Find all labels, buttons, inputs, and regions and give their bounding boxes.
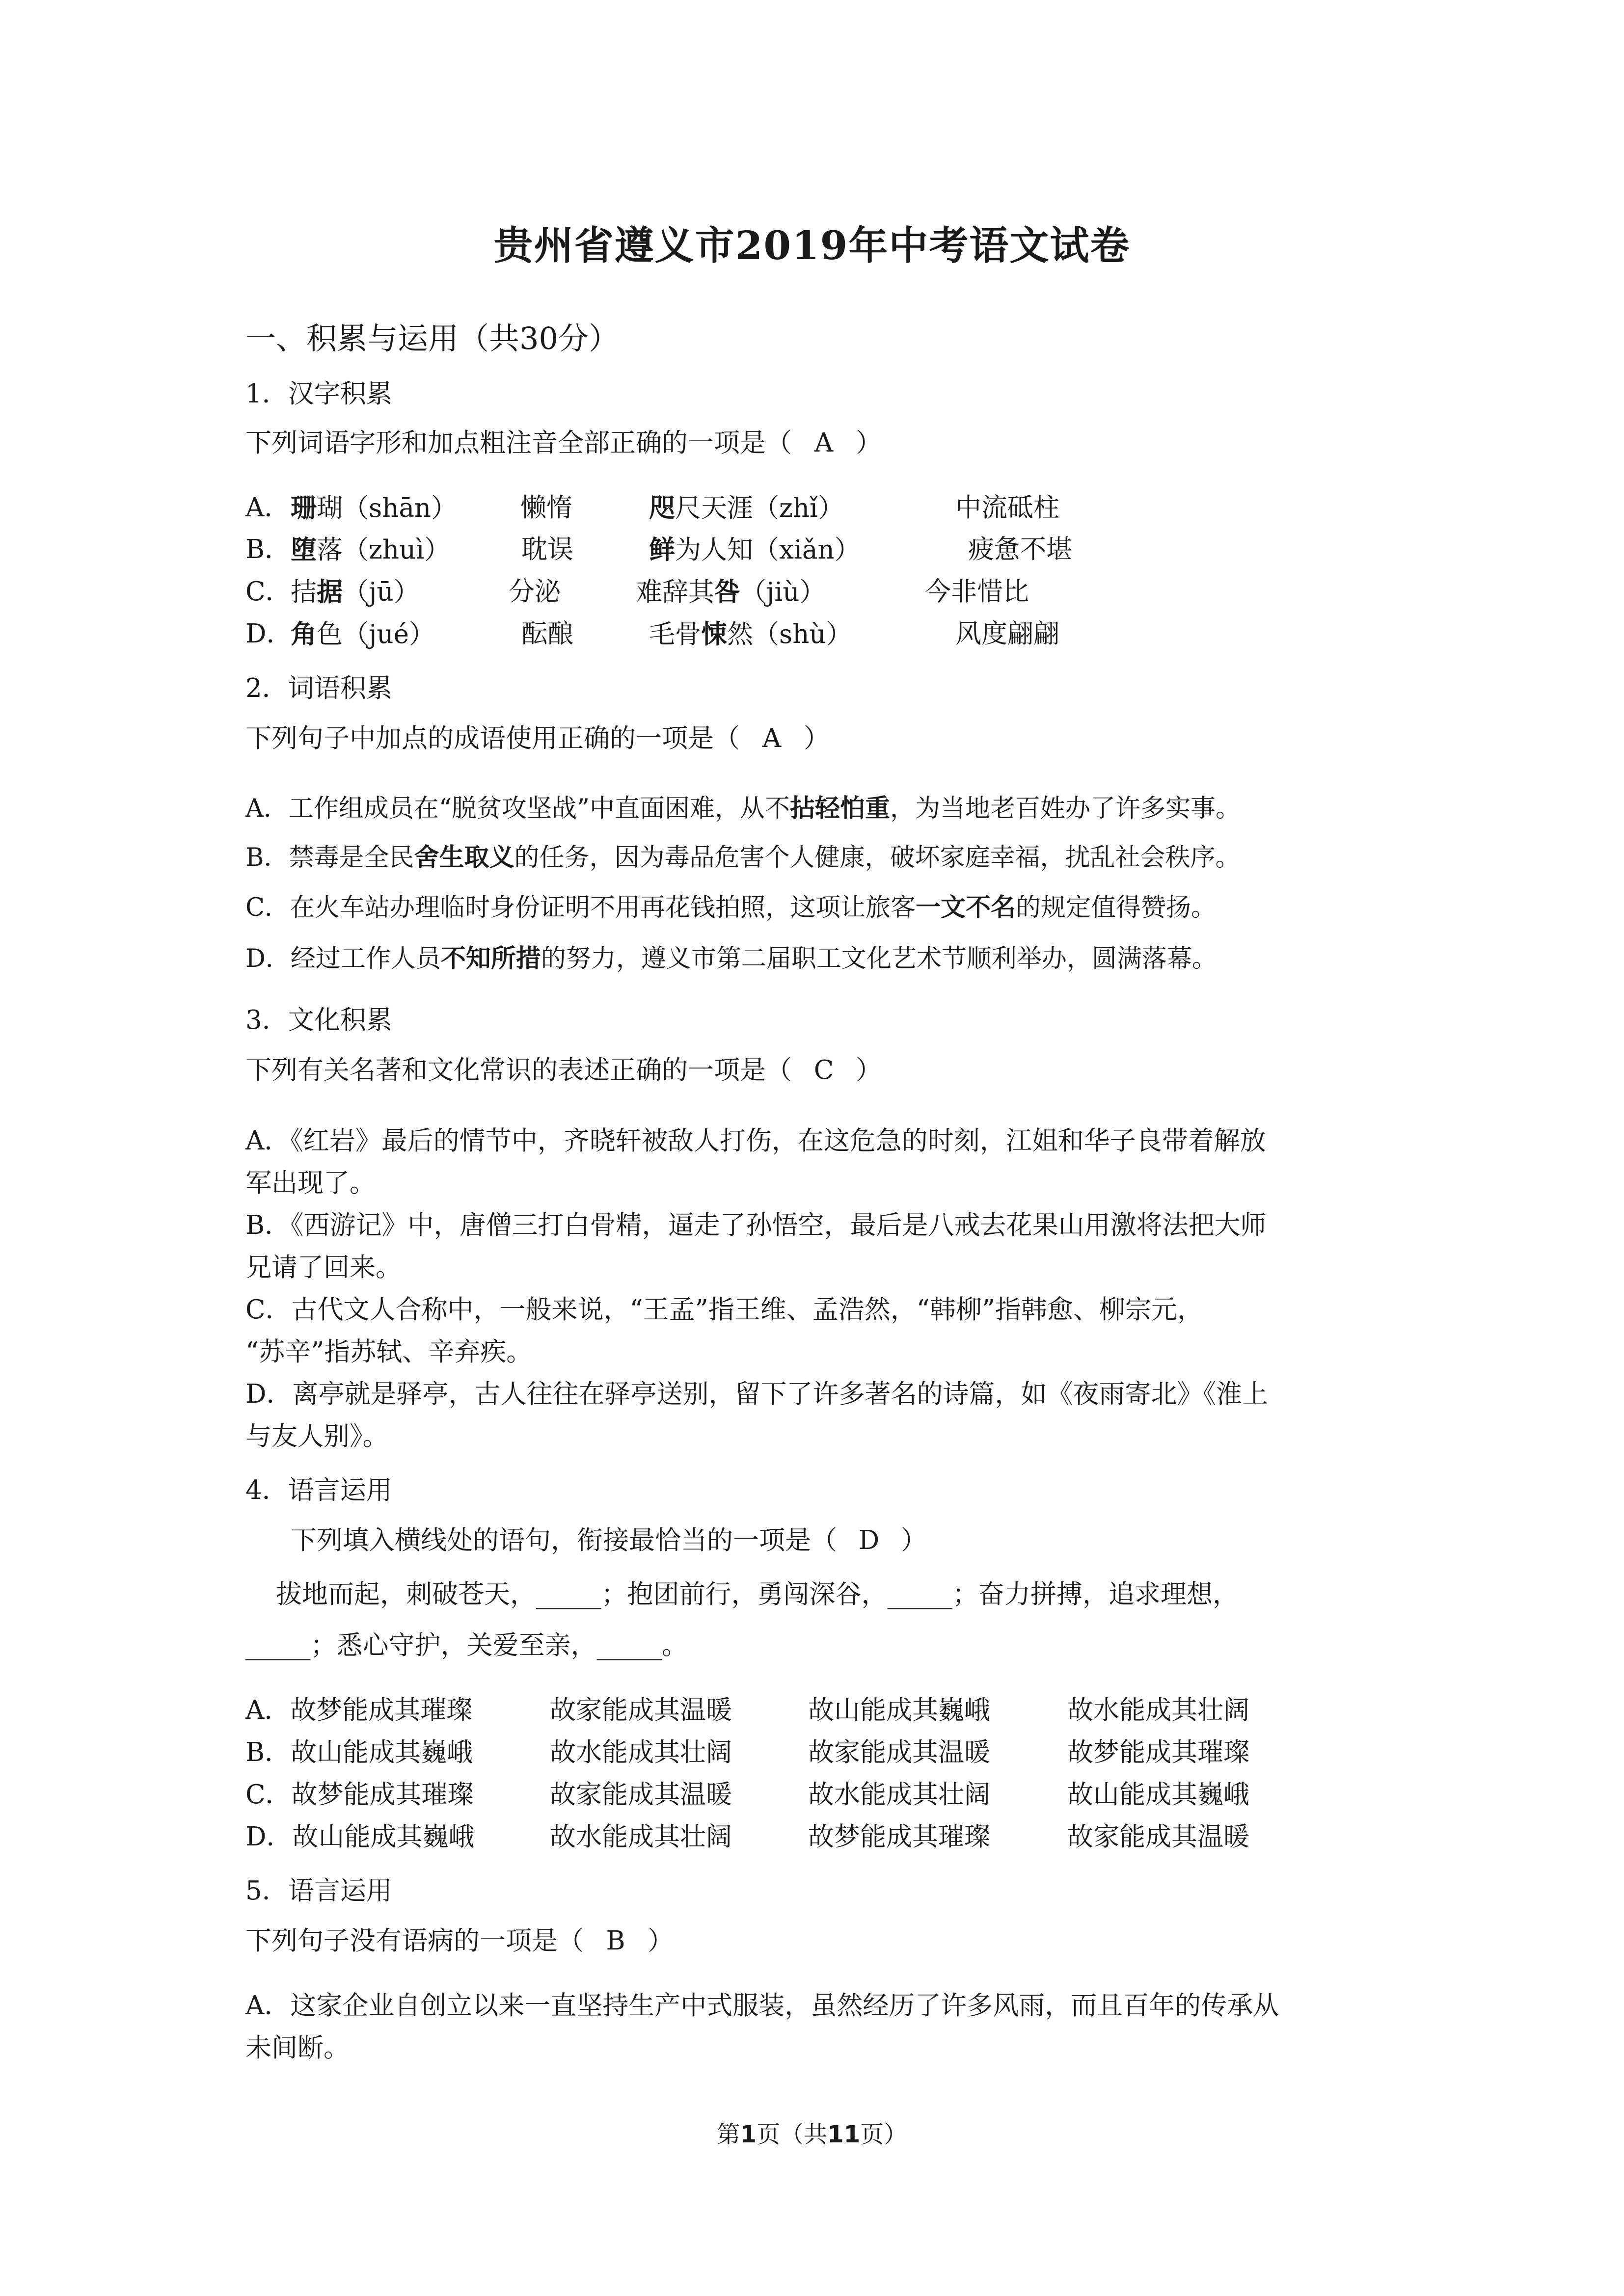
q1-option-c-label: C． bbox=[245, 577, 292, 607]
q4-option-a-col2: 故家能成其温暖 bbox=[550, 1695, 732, 1725]
q1-option-c-word4: 今非惜比 bbox=[925, 577, 1029, 607]
q5-option-a-line1: A．这家企业自创立以来一直坚持生产中式服装，虽然经历了许多风雨，而且百年的传承从 bbox=[245, 1991, 1279, 2021]
q2-answer: A bbox=[762, 723, 782, 753]
q3-option-b-line1: B．《西游记》中，唐僧三打白骨精，逼走了孙悟空，最后是八戒去花果山用激将法把大师 bbox=[245, 1210, 1267, 1240]
q4-option-d-col3: 故梦能成其璀璨 bbox=[808, 1822, 990, 1852]
q4-passage-line2: _____；悉心守护，关爱至亲，_____。 bbox=[245, 1630, 688, 1660]
q3-heading: 3．文化积累 bbox=[245, 1005, 392, 1035]
q4-option-c-col2: 故家能成其温暖 bbox=[550, 1780, 732, 1810]
q2-option-d: D．经过工作人员不知所措的努力，遵义市第二届职工文化艺术节顺利举办，圆满落幕。 bbox=[245, 944, 1217, 973]
q4-option-a-col1: A．故梦能成其璀璨 bbox=[245, 1695, 473, 1725]
q1-option-c-word3: 难辞其咎（jiù） bbox=[636, 577, 826, 607]
q4-passage-line1: 拔地而起，刺破苍天，_____；抱团前行，勇闯深谷，_____；奋力拼搏，追求理想， bbox=[276, 1579, 1239, 1609]
q5-heading: 5．语言运用 bbox=[245, 1876, 392, 1906]
q3-answer: C bbox=[813, 1055, 834, 1085]
q1-option-b-label: B． bbox=[245, 534, 291, 564]
q4-stem: 下列填入横线处的语句，衔接最恰当的一项是（ D ） bbox=[291, 1523, 927, 1558]
q4-heading: 4．语言运用 bbox=[245, 1475, 392, 1505]
q1-option-a-label: A． bbox=[245, 493, 291, 523]
q1-heading: 1．汉字积累 bbox=[245, 379, 392, 409]
q4-option-c-col1: C．故梦能成其璀璨 bbox=[245, 1780, 474, 1810]
q4-option-d-col2: 故水能成其壮阔 bbox=[550, 1822, 732, 1852]
q1-option-c-word1: 拮据（jū） bbox=[291, 577, 420, 607]
q1-option-a-word4: 中流砥柱 bbox=[955, 493, 1059, 523]
q3-option-c-line2: “苏辛”指苏轼、辛弃疾。 bbox=[245, 1337, 533, 1367]
q1-option-d-word4: 风度翩翩 bbox=[955, 619, 1059, 649]
q2-option-b: B．禁毒是全民舍生取义的任务，因为毒品危害个人健康，破坏家庭幸福，扰乱社会秩序。 bbox=[245, 843, 1241, 872]
q4-option-c-col4: 故山能成其巍峨 bbox=[1067, 1780, 1249, 1810]
q1-option-b-word1: 堕落（zhuì） bbox=[291, 534, 451, 565]
page-total: 11 bbox=[827, 2121, 861, 2148]
q4-option-b-col4: 故梦能成其璀璨 bbox=[1067, 1737, 1249, 1767]
q3-option-c-line1: C．古代文人合称中，一般来说，“王孟”指王维、孟浩然，“韩柳”指韩愈、柳宗元， bbox=[245, 1295, 1203, 1325]
q1-option-b-word4: 疲惫不堪 bbox=[968, 534, 1072, 564]
section-heading: 一、积累与运用（共30分） bbox=[245, 320, 619, 356]
q3-option-d-line1: D．离亭就是驿亭，古人往往在驿亭送别，留下了许多著名的诗篇，如《夜雨寄北》《淮上 bbox=[245, 1379, 1268, 1409]
q2-heading: 2．词语积累 bbox=[245, 673, 392, 703]
q3-option-b-line2: 兄请了回来。 bbox=[245, 1253, 402, 1282]
q4-option-a-col3: 故山能成其巍峨 bbox=[808, 1695, 990, 1725]
q4-option-d-col4: 故家能成其温暖 bbox=[1067, 1822, 1249, 1852]
q1-option-b-word2: 耽误 bbox=[521, 534, 573, 564]
q4-option-b-col2: 故水能成其壮阔 bbox=[550, 1737, 732, 1767]
q1-option-b-word3: 鲜为人知（xiǎn） bbox=[649, 534, 861, 565]
q4-option-b-col3: 故家能成其温暖 bbox=[808, 1737, 990, 1767]
q5-option-a-line2: 未间断。 bbox=[245, 2033, 350, 2063]
q3-stem: 下列有关名著和文化常识的表述正确的一项是（ C ） bbox=[245, 1053, 882, 1088]
q1-option-a-word1: 珊瑚（shān） bbox=[291, 493, 458, 523]
q1-option-c-word2: 分泌 bbox=[509, 577, 561, 607]
q2-stem: 下列句子中加点的成语使用正确的一项是（ A ） bbox=[245, 721, 830, 756]
q4-answer: D bbox=[858, 1525, 880, 1555]
q3-option-a-line1: A．《红岩》最后的情节中，齐晓轩被敌人打伤，在这危急的时刻，江姐和华子良带着解放 bbox=[245, 1126, 1266, 1156]
q4-option-b-col1: B．故山能成其巍峨 bbox=[245, 1737, 473, 1767]
q4-option-d-col1: D．故山能成其巍峨 bbox=[245, 1822, 475, 1852]
q1-answer: A bbox=[814, 428, 834, 458]
q1-option-d-word2: 酝酿 bbox=[521, 619, 573, 649]
q3-option-d-line2: 与友人别》。 bbox=[245, 1421, 389, 1451]
q4-option-c-col3: 故水能成其壮阔 bbox=[808, 1780, 990, 1810]
q1-option-a-word3: 咫尺天涯（zhǐ） bbox=[649, 493, 844, 523]
q2-option-c: C．在火车站办理临时身份证明不用再花钱拍照，这项让旅客一文不名的规定值得赞扬。 bbox=[245, 893, 1217, 922]
q5-answer: B bbox=[606, 1926, 625, 1956]
q1-option-d-word3: 毛骨悚然（shù） bbox=[649, 619, 852, 649]
q5-stem: 下列句子没有语病的一项是（ B ） bbox=[245, 1924, 674, 1958]
q1-option-d-label: D． bbox=[245, 619, 293, 649]
page-footer: 第1页（共11页） bbox=[716, 2121, 908, 2148]
q4-option-a-col4: 故水能成其壮阔 bbox=[1067, 1695, 1249, 1725]
q1-option-a-word2: 懒惰 bbox=[520, 493, 572, 523]
q1-stem: 下列词语字形和加点粗注音全部正确的一项是（ A ） bbox=[245, 426, 882, 460]
page-number: 1 bbox=[740, 2121, 757, 2148]
q3-option-a-line2: 军出现了。 bbox=[245, 1168, 376, 1198]
q2-option-a: A．工作组成员在“脱贫攻坚战”中直面困难，从不拈轻怕重，为当地老百姓办了许多实事。 bbox=[245, 794, 1241, 823]
page-title: 贵州省遵义市2019年中考语文试卷 bbox=[493, 222, 1131, 268]
q1-option-d-word1: 角色（jué） bbox=[291, 619, 435, 649]
